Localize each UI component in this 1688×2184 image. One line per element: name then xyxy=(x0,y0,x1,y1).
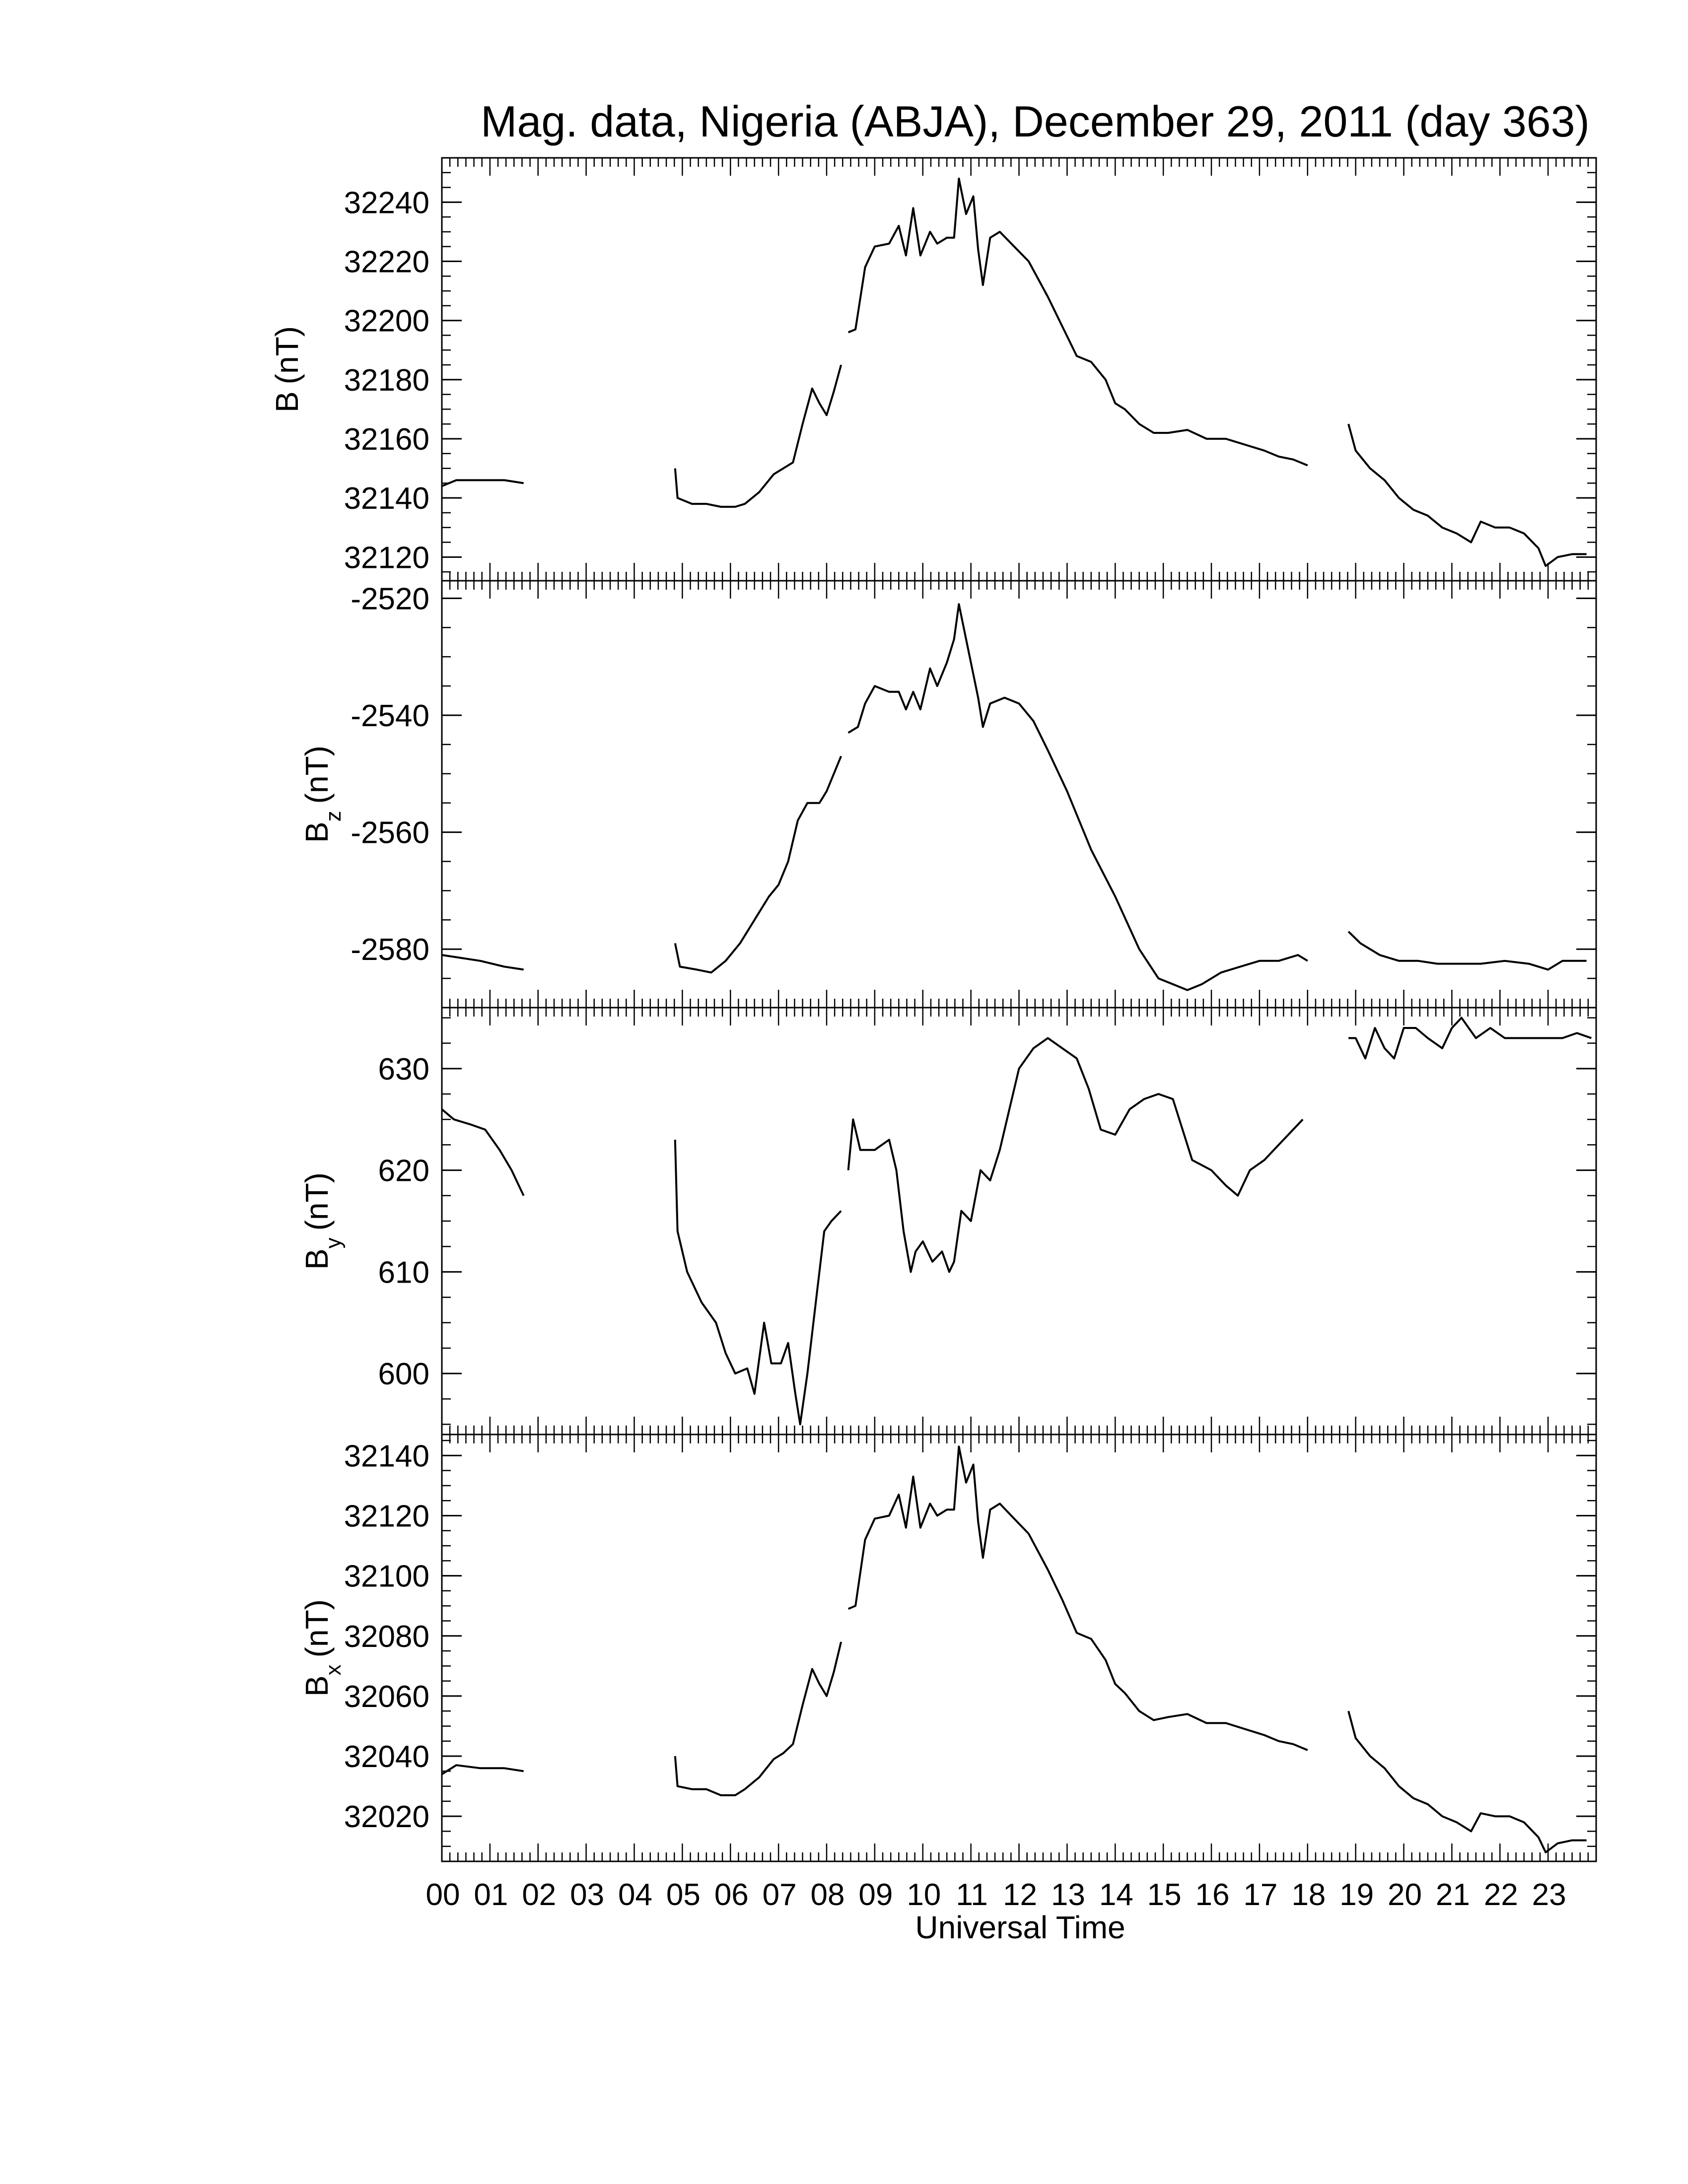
y-tick-label: 32160 xyxy=(344,422,429,457)
x-tick-label: 06 xyxy=(714,1878,749,1912)
x-tick-label: 18 xyxy=(1291,1878,1326,1912)
y-tick-label: 32220 xyxy=(344,245,429,279)
y-axis-label-unit: (nT) xyxy=(299,1172,335,1231)
x-tick-label: 09 xyxy=(858,1878,893,1912)
x-tick-label: 20 xyxy=(1388,1878,1422,1912)
x-axis-label: Universal Time xyxy=(915,1910,1125,1945)
y-tick-label: 32120 xyxy=(344,541,429,575)
y-tick-label: 630 xyxy=(378,1052,429,1087)
y-axis-label-subscript: z xyxy=(321,811,346,822)
y-tick-label: 32140 xyxy=(344,481,429,516)
x-tick-label: 03 xyxy=(570,1878,605,1912)
y-axis-label-main: B xyxy=(269,391,305,412)
x-tick-label: 14 xyxy=(1099,1878,1133,1912)
x-tick-label: 13 xyxy=(1051,1878,1085,1912)
x-tick-label: 22 xyxy=(1483,1878,1518,1912)
y-axis-label-main: B xyxy=(299,1675,335,1697)
y-axis-label-subscript: x xyxy=(321,1664,346,1676)
x-tick-label: 07 xyxy=(762,1878,797,1912)
x-tick-label: 02 xyxy=(522,1878,557,1912)
y-tick-label: 32040 xyxy=(344,1740,429,1774)
y-tick-label: 620 xyxy=(378,1154,429,1188)
y-axis-label-subscript: y xyxy=(321,1237,346,1249)
x-tick-label: 10 xyxy=(907,1878,941,1912)
x-tick-label: 04 xyxy=(618,1878,652,1912)
y-tick-label: 32180 xyxy=(344,363,429,398)
y-axis-label-main: B xyxy=(299,821,335,843)
x-tick-label: 16 xyxy=(1195,1878,1230,1912)
y-axis-label-unit: (nT) xyxy=(269,326,305,385)
y-tick-label: 32020 xyxy=(344,1800,429,1835)
x-tick-label: 00 xyxy=(425,1878,460,1912)
x-tick-label: 05 xyxy=(666,1878,701,1912)
y-tick-label: -2560 xyxy=(351,816,429,850)
y-axis-label xyxy=(269,326,305,412)
x-tick-label: 01 xyxy=(474,1878,508,1912)
y-tick-label: -2540 xyxy=(351,698,429,733)
y-axis-label-unit: (nT) xyxy=(299,746,335,804)
y-tick-label: 32120 xyxy=(344,1499,429,1534)
x-tick-label: 11 xyxy=(956,1878,988,1912)
y-tick-label: 32240 xyxy=(344,186,429,220)
x-tick-label: 15 xyxy=(1147,1878,1182,1912)
y-axis-label-unit: (nT) xyxy=(299,1599,335,1658)
y-tick-label: 32080 xyxy=(344,1619,429,1654)
x-tick-label: 21 xyxy=(1435,1878,1470,1912)
y-tick-label: 600 xyxy=(378,1357,429,1392)
y-tick-label: 32060 xyxy=(344,1679,429,1714)
x-tick-label: 19 xyxy=(1339,1878,1374,1912)
y-tick-label: 32100 xyxy=(344,1559,429,1594)
y-tick-label: 32200 xyxy=(344,304,429,339)
x-tick-label: 23 xyxy=(1532,1878,1566,1912)
x-tick-label: 17 xyxy=(1243,1878,1278,1912)
y-tick-label: 610 xyxy=(378,1255,429,1290)
x-tick-label: 08 xyxy=(810,1878,845,1912)
y-tick-label: -2580 xyxy=(351,933,429,967)
chart-title: Mag. data, Nigeria (ABJA), December 29, 2011 (day 363) xyxy=(481,97,1590,146)
x-tick-label: 12 xyxy=(1003,1878,1037,1912)
y-tick-label: 32140 xyxy=(344,1439,429,1474)
y-tick-label: -2520 xyxy=(351,582,429,616)
y-axis-label-main: B xyxy=(299,1248,335,1270)
